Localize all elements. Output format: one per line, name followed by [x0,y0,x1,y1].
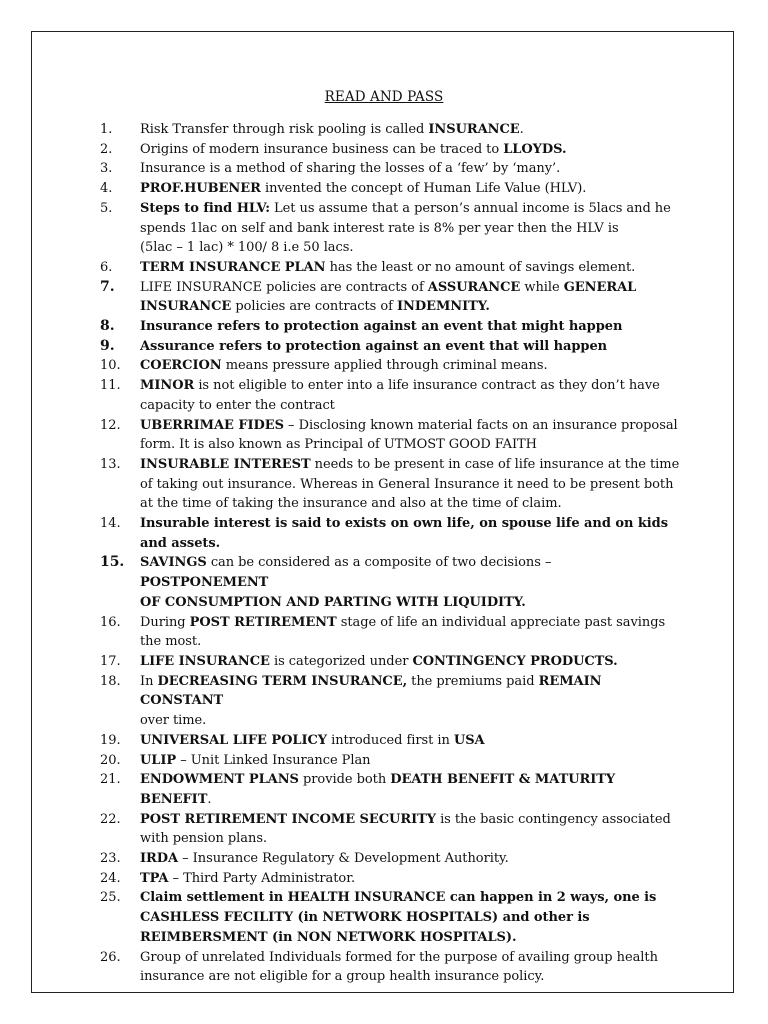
item-number: 15. [100,554,125,571]
item-text: the premiums paid [407,673,539,689]
list-item [100,258,680,278]
item-text: over time. [140,713,207,729]
bold-text: CONTINGENCY PRODUCTS. [412,653,618,669]
item-number: 26. [100,949,121,965]
item-number: 16. [100,614,121,630]
bold-text: LIFE INSURANCE [140,653,270,669]
item-text: means pressure applied through criminal means. [221,358,548,374]
bold-text: DEATH BENEFIT & MATURITY BENEFIT [140,772,616,807]
bold-text: POST RETIREMENT [189,614,337,630]
item-number: 17. [100,653,121,669]
list-item [100,672,680,731]
item-number: 6. [100,259,113,275]
list-item [100,751,680,771]
list-item [100,140,680,160]
list-item [100,613,680,652]
list-item [100,888,680,947]
item-text: During [140,614,190,630]
bold-text: SAVINGS [140,555,207,571]
item-text: Risk Transfer through risk pooling is called [140,122,429,137]
item-text: invented the concept of Human Life Value (HLV). [260,181,587,197]
item-number: 7. [100,278,115,295]
list-item [100,731,680,751]
bold-text: REMAIN CONSTANT [140,673,602,709]
item-number: 14. [100,516,121,532]
list-item [100,416,680,455]
item-text: has the least or no amount of savings element. [325,259,636,275]
item-number: 8. [100,318,115,335]
list-item [100,356,680,376]
item-number: 4. [100,181,113,197]
item-text: – Third Party Administrator. [168,870,356,886]
item-number: 21. [100,772,121,788]
item-number: 19. [100,732,121,748]
item-number: 10. [100,358,121,374]
bold-text: INDEMNITY. [397,299,490,315]
list-item [100,810,680,849]
bold-text: Claim settlement in HEALTH INSURANCE can happen in 2 ways, one is CASHLESS FECILITY (in NETWORK HOSPITALS) and other is REIMBERSMENT (in NON NETWORK HOSPITALS). [140,890,657,945]
list-item [100,553,680,612]
item-text: Group of unrelated Individuals formed for the purpose of availing group health insurance are not eligible for a group health insurance policy. [140,949,658,985]
bold-text: LLOYDS. [503,141,567,157]
bold-text: PROF.HUBENER [140,181,261,197]
document-title: READ AND PASS [324,89,444,105]
bold-text: INSURABLE INTEREST [140,456,311,472]
item-text: while [520,279,564,295]
item-text: needs to be present in case of life insurance at the time of taking out insurance. Whereas in General Insurance it need to be present both at the time of taking the insurance and also at the time of claim. [140,456,680,512]
item-number: 5. [100,200,113,216]
bold-text: GENERAL INSURANCE [140,279,637,315]
item-number: 9. [100,337,115,354]
read-and-pass-list [100,120,680,987]
item-number: 18. [100,673,121,689]
list-item [100,770,680,809]
item-text: is the basic contingency associated with pension plans. [140,811,671,847]
bold-text: TPA [140,870,169,886]
bold-text: ASSURANCE [427,279,521,295]
bold-text: Steps to find HLV: [140,200,270,216]
bold-text: TERM INSURANCE PLAN [140,259,326,275]
bold-text: POSTPONEMENT OF CONSUMPTION AND PARTING WITH LIQUIDITY. [140,575,526,610]
item-number: 1. [100,122,113,137]
item-text: stage of life an individual appreciate past savings the most. [140,614,666,650]
item-text: – Insurance Regulatory & Development Authority. [178,851,509,867]
item-text: can be considered as a composite of two decisions – [206,555,552,571]
list-item [100,337,680,357]
list-item [100,455,680,514]
item-text: introduced first in [327,732,454,748]
bold-text: USA [453,732,485,748]
item-number: 24. [100,870,121,886]
list-item [100,278,680,317]
bold-text: Insurance refers to protection against an event that might happen [140,319,623,335]
item-text: is categorized under [269,653,413,669]
list-item [100,849,680,869]
bold-text: DECREASING TERM INSURANCE, [157,673,408,689]
item-text: policies are contracts of [231,299,398,315]
bold-text: POST RETIREMENT INCOME SECURITY [140,811,436,827]
item-text: is not eligible to enter into a life insurance contract as they don’t have capacity to enter the contract [140,378,660,413]
item-number: 25. [100,890,121,906]
bold-text: Insurable interest is said to exists on own life, on spouse life and on kids and assets. [140,516,668,551]
bold-text: MINOR [140,378,195,394]
item-text: . [519,122,524,137]
bold-text: INSURANCE [428,122,520,137]
item-number: 12. [100,417,121,433]
list-item [100,199,680,258]
list-item [100,317,680,337]
list-item [100,376,680,415]
item-text: In [140,673,158,689]
item-text: Insurance is a method of sharing the losses of a ‘few’ by ‘many’. [140,161,561,177]
item-number: 23. [100,851,121,867]
list-item [100,159,680,179]
bold-text: IRDA [140,851,179,867]
list-item [100,179,680,199]
list-item [100,514,680,553]
list-item [100,948,680,987]
bold-text: UNIVERSAL LIFE POLICY [140,732,328,748]
item-number: 22. [100,811,121,827]
item-text: – Unit Linked Insurance Plan [176,752,371,768]
bold-text: ENDOWMENT PLANS [140,772,299,788]
list-item [100,652,680,672]
item-number: 20. [100,752,121,768]
item-number: 3. [100,161,113,177]
item-text: – Disclosing known material facts on an insurance proposal form. It is also known as Principal of UTMOST GOOD FAITH [140,417,678,453]
item-number: 2. [100,141,113,157]
bold-text: Assurance refers to protection against an event that will happen [140,338,608,354]
bold-text: ULIP [140,752,177,768]
item-text: Origins of modern insurance business can be traced to [140,141,504,157]
bold-text: COERCION [140,358,222,374]
bold-text: UBERRIMAE FIDES [140,417,284,433]
list-item [100,869,680,889]
item-text: LIFE INSURANCE policies are contracts of [140,279,428,295]
item-text: provide both [298,772,391,788]
item-text: Let us assume that a person’s annual income is 5lacs and he spends 1lac on self and bank interest rate is 8% per year then the HLV is (5lac – 1 lac) * 100/ 8 i.e 50 lacs. [140,200,671,256]
item-number: 13. [100,456,121,472]
item-text: . [207,791,212,807]
item-number: 11. [100,378,121,394]
list-item [100,120,680,140]
